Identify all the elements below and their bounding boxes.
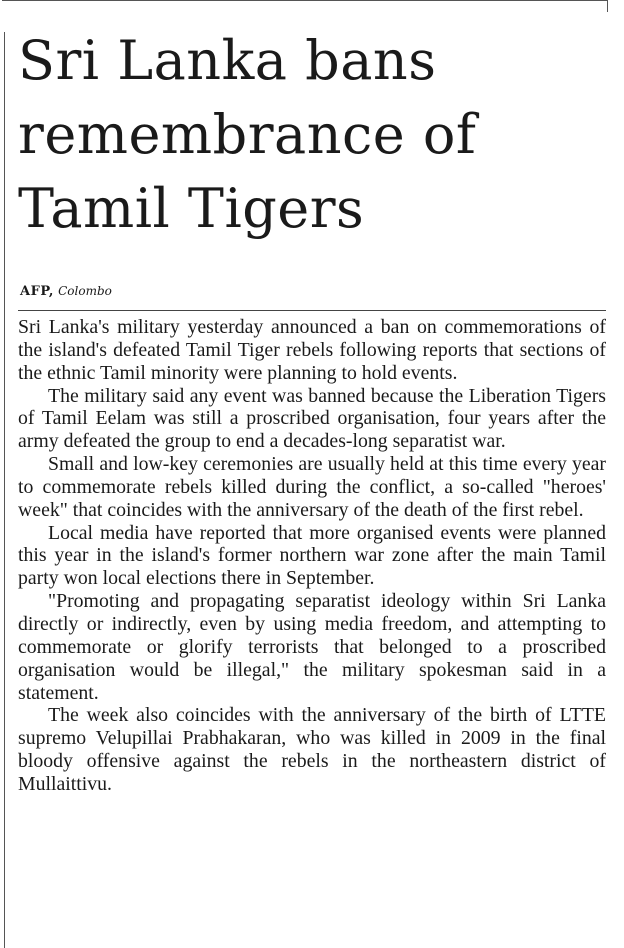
- byline-dateline: Colombo: [58, 284, 112, 298]
- article-body: [18, 316, 606, 796]
- paragraph: The military said any event was banned because the Liberation Tigers of Tamil Eelam was still a proscribed organisation, four years after the army defeated the group to end a decades-long separatist war.: [18, 384, 606, 453]
- paragraph: "Promoting and propagating separatist ideology within Sri Lanka directly or indirectly, even by using media freedom, and attempting to commemorate or glorify terrorists that belonged to a proscribed organisation would be illegal," the military spokesman said in a statement.: [18, 590, 606, 704]
- byline-rule: [18, 310, 606, 311]
- paragraph: Small and low-key ceremonies are usually held at this time every year to commemorate rebels killed during the conflict, a so-called "heroes' week" that coincides with the anniversary of the death of the first rebel.: [18, 453, 606, 521]
- byline: [20, 282, 112, 301]
- paragraph: Sri Lanka's military yesterday announced a ban on commemorations of the island's defeated Tamil Tiger rebels following reports that sections of the ethnic Tamil minority were planning to hold events.: [18, 316, 606, 384]
- column-divider-rule: [4, 32, 5, 948]
- right-border-rule: [607, 0, 608, 12]
- paragraph: The week also coincides with the anniversary of the birth of LTTE supremo Velupillai Prabhakaran, who was killed in 2009 in the final bloody offensive against the rebels in the northeastern district of Mullaittivu.: [18, 704, 606, 795]
- byline-agency: AFP,: [20, 284, 54, 299]
- top-border-rule: [2, 0, 608, 1]
- headline: Sri Lanka bans remembrance of Tamil Tigers: [18, 29, 477, 240]
- paragraph: Local media have reported that more organised events were planned this year in the island's former northern war zone after the main Tamil party won local elections there in September.: [18, 521, 606, 590]
